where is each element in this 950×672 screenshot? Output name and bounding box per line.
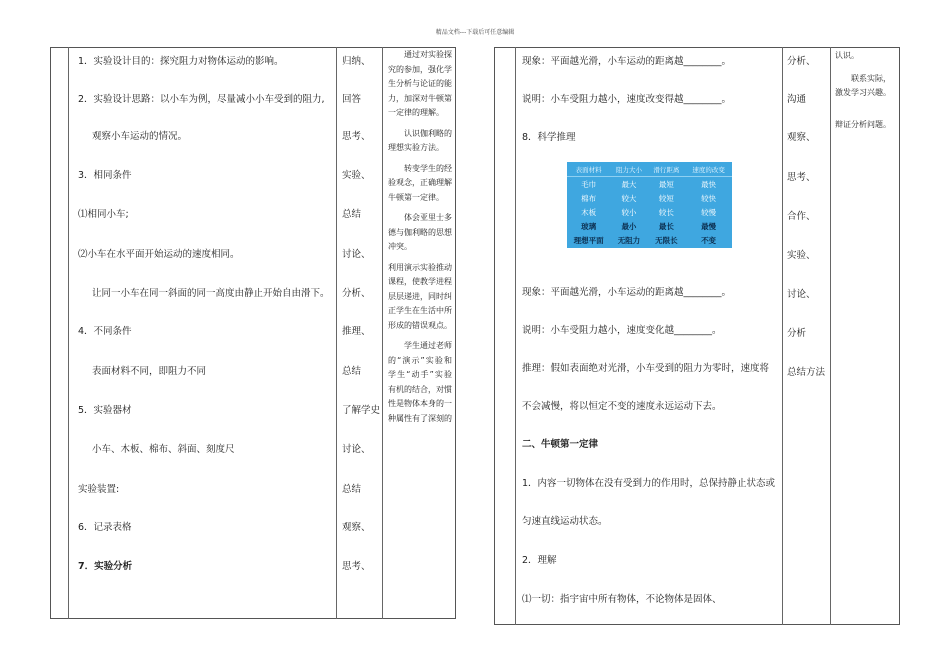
left-line-2: 2．实验设计思路：以小车为例，尽量减小小车受到的阻力, [78, 94, 325, 105]
right-line-4: 现象：平面越光滑，小车运动的距离越________。 [522, 287, 732, 298]
table-cell: 最小 [621, 222, 637, 232]
table-cell: 不变 [701, 236, 717, 246]
right-divider-2 [782, 47, 783, 625]
right-activity-2: 沟通 [787, 94, 807, 105]
table-cell: 较短 [658, 193, 674, 203]
left-activity-10: 了解学史 [342, 405, 381, 416]
right-line-10: 匀速直线运动状态。 [522, 516, 608, 527]
left-activity-7: 分析、 [342, 288, 371, 299]
left-activity-14: 思考、 [342, 561, 371, 572]
left-activity-5: 总结 [342, 209, 362, 220]
right-activity-6: 实验、 [787, 250, 816, 261]
table-cell: 较快 [701, 193, 717, 203]
left-line-8: 4．不同条件 [78, 326, 132, 337]
left-line-6: ⑵小车在水平面开始运动的速度相同。 [78, 249, 240, 260]
right-activity-9: 总结方法 [787, 367, 826, 378]
right-note-2: 联系实际，激发学习兴趣。 [835, 74, 891, 97]
left-activity-9: 总结 [342, 366, 362, 377]
table-cell: 较慢 [701, 208, 717, 218]
left-line-1: 1．实验设计目的：探究阻力对物体运动的影响。 [78, 56, 284, 67]
table-cell: 较长 [658, 208, 674, 218]
table-header: 速度的改变 [685, 162, 732, 177]
left-line-14: 7．实验分析 [78, 561, 133, 572]
right-line-9: 1．内容一切物体在没有受到力的作用时，总保持静止状态或 [522, 478, 776, 489]
left-divider-3 [382, 47, 383, 619]
left-line-5: ⑴相同小车; [78, 209, 129, 220]
right-divider-3 [830, 47, 831, 625]
table-cell: 较小 [621, 208, 637, 218]
table-row [567, 234, 732, 248]
right-line-11: 2．理解 [522, 555, 557, 566]
table-cell: 较大 [621, 193, 637, 203]
table-cell: 木板 [581, 208, 597, 218]
left-notes [388, 48, 452, 426]
table-row [567, 191, 732, 205]
left-activity-8: 推理、 [342, 326, 371, 337]
left-activity-11: 讨论、 [342, 444, 371, 455]
left-line-7: 让同一小车在同一斜面的同一高度由静止开始自由滑下。 [92, 288, 330, 299]
table-cell: 最长 [658, 222, 674, 232]
left-line-4: 3．相同条件 [78, 170, 132, 181]
right-line-12: ⑴一切：指宇宙中所有物体，不论物体是固体、 [522, 594, 722, 605]
table-header-row [567, 162, 732, 177]
note-3: 转变学生的经验观念，正确理解牛顿第一定律。 [388, 163, 452, 202]
right-activity-5: 合作、 [787, 211, 816, 222]
right-divider-1 [515, 47, 516, 625]
left-divider-2 [336, 47, 337, 619]
left-activity-12: 总结 [342, 484, 362, 495]
left-activity-4: 实验、 [342, 170, 371, 181]
right-line-3: 8．科学推理 [522, 132, 576, 143]
right-line-7: 不会减慢，将以恒定不变的速度永远运动下去。 [522, 401, 722, 412]
table-cell: 棉布 [581, 193, 597, 203]
table-cell: 最慢 [701, 222, 717, 232]
right-activity-3: 观察、 [787, 132, 816, 143]
table-header: 滑行距离 [648, 162, 685, 177]
note-1: 通过对实验探究的参加，强化学生分析与论证的能力，加深对牛顿第一定律的理解。 [388, 50, 452, 117]
page-header: 精品文档---下载后可任意编辑 [435, 29, 515, 36]
table-cell: 理想平面 [573, 236, 604, 246]
table-cell: 无阻力 [617, 236, 641, 246]
note-6: 学生通过老师的“演示”实验和学生“动手”实验有机的结合，对惯性是物体本身的一种属性有了深刻的 [388, 341, 452, 423]
table-header: 阻力大小 [610, 162, 647, 177]
section-heading: 二、牛顿第一定律 [522, 439, 599, 450]
right-activity-8: 分析 [787, 328, 807, 339]
right-note-3: 辩证分析问题。 [835, 120, 891, 129]
right-activity-1: 分析、 [787, 56, 816, 67]
table-cell: 最快 [701, 179, 717, 189]
left-line-12: 实验装置: [78, 484, 120, 495]
right-activity-7: 讨论、 [787, 289, 816, 300]
left-line-13: 6．记录表格 [78, 522, 132, 533]
note-5: 利用演示实验推动课程，使教学进程层层递进，同时纠正学生在生活中所形成的错误观点。 [388, 262, 452, 330]
left-activity-3: 思考、 [342, 131, 371, 142]
table-row [567, 205, 732, 219]
left-line-11: 小车、木板、棉布、斜面、刻度尺 [92, 444, 235, 455]
left-activity-1: 归纳、 [342, 56, 371, 67]
table-cell: 最短 [658, 179, 674, 189]
table-header: 表面材料 [567, 162, 610, 177]
left-line-3: 观察小车运动的情况。 [92, 131, 188, 142]
right-line-6: 推理：假如表面绝对光滑，小车受到的阻力为零时，速度将 [522, 363, 770, 374]
left-line-10: 5．实验器材 [78, 405, 132, 416]
reasoning-table [567, 162, 732, 248]
table-row [567, 220, 732, 234]
right-note-1: 认识。 [835, 51, 859, 60]
table-cell: 最大 [621, 179, 637, 189]
left-activity-13: 观察、 [342, 522, 371, 533]
left-line-9: 表面材料不同，即阻力不同 [92, 366, 207, 377]
table-cell: 玻璃 [581, 222, 597, 232]
note-2: 认识伽利略的理想实验方法。 [388, 128, 452, 152]
left-activity-2: 回答 [342, 94, 362, 105]
table-cell: 无限长 [655, 236, 678, 246]
table-cell: 毛巾 [581, 179, 597, 189]
left-divider-1 [68, 47, 69, 619]
right-activity-4: 思考、 [787, 172, 816, 183]
table-row [567, 177, 732, 192]
left-activity-6: 讨论、 [342, 249, 371, 260]
right-line-5: 说明：小车受阻力越小，速度变化越________。 [522, 325, 722, 336]
right-line-2: 说明：小车受阻力越小，速度改变得越________。 [522, 94, 732, 105]
right-line-1: 现象：平面越光滑，小车运动的距离越________。 [522, 56, 732, 67]
note-4: 体会亚里士多德与伽利略的思想冲突。 [388, 213, 452, 251]
